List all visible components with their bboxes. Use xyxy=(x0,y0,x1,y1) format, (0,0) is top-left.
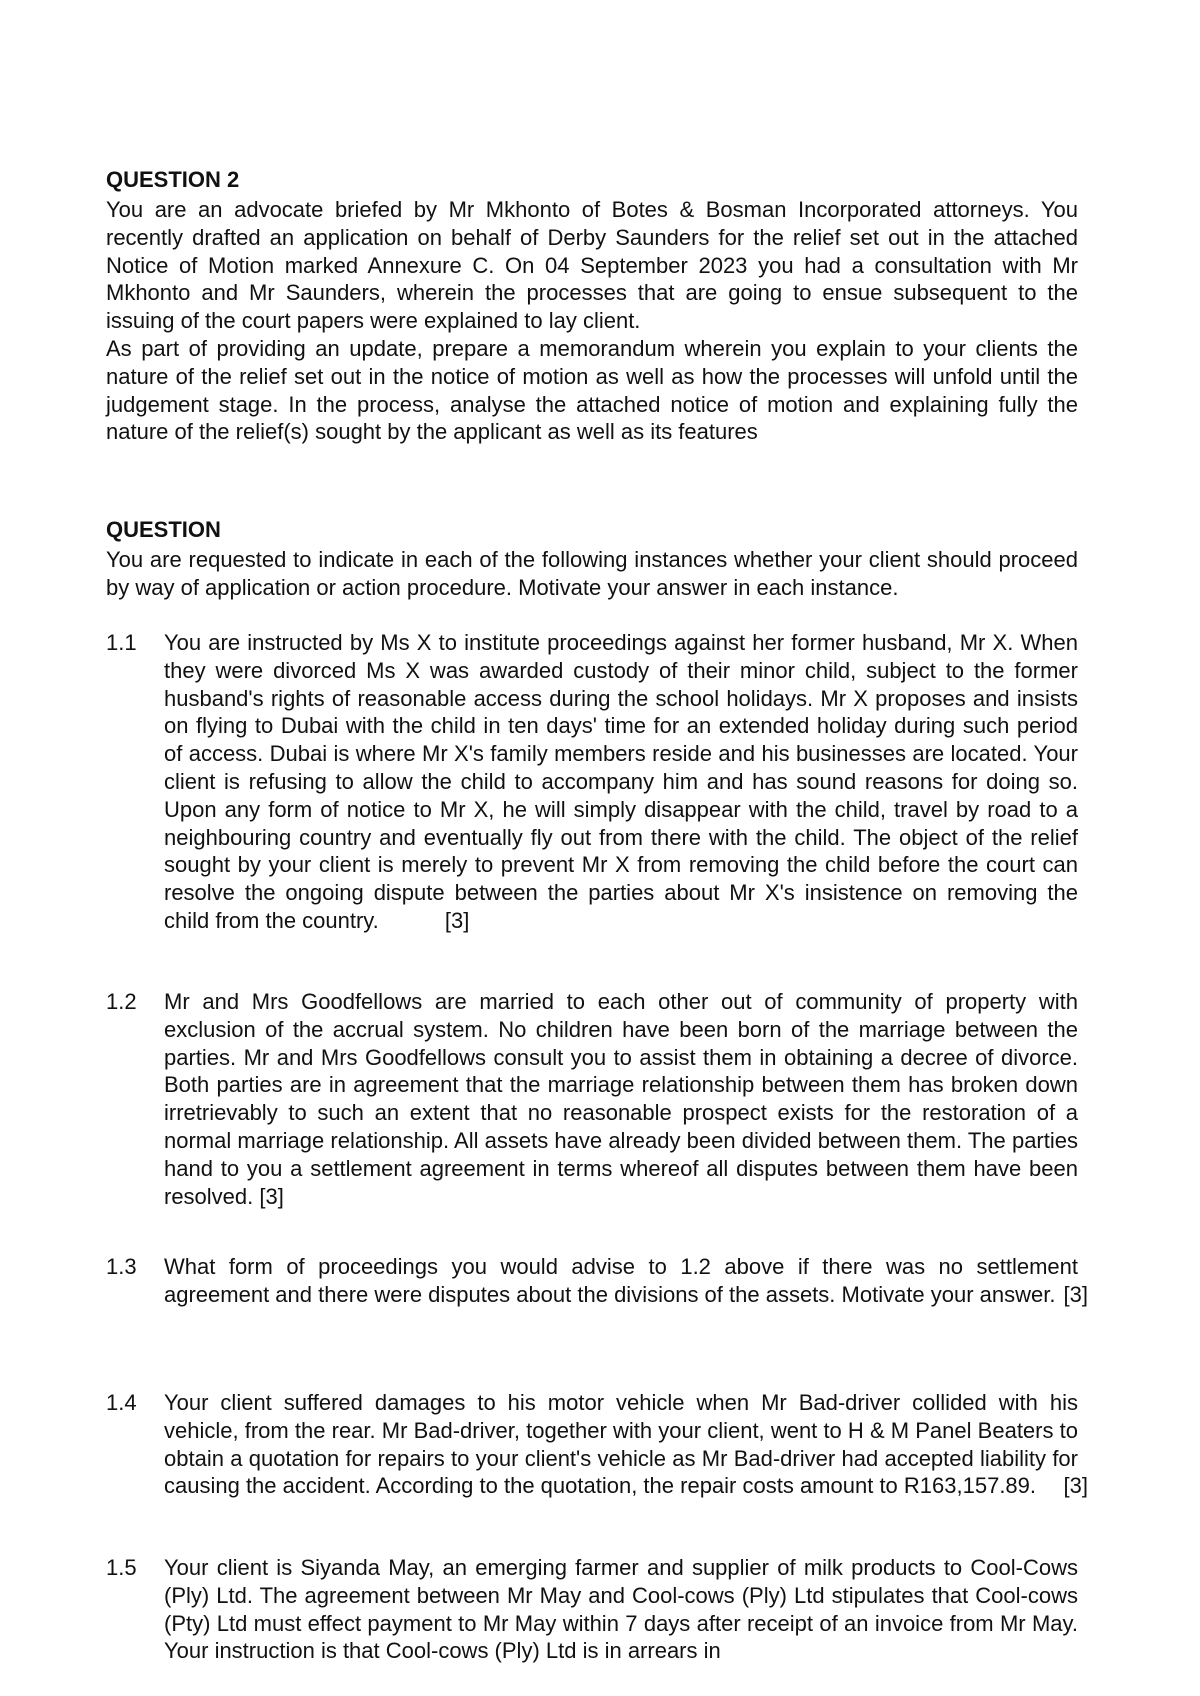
item-text xyxy=(164,629,1078,935)
question-2-heading: QUESTION 2 xyxy=(106,167,240,192)
question-intro: You are requested to indicate in each of the following instances whether your client should proceed by way of application or action procedure. Motivate your answer in each instance. xyxy=(106,547,1078,600)
question-2-paragraph-1: You are an advocate briefed by Mr Mkhonto of Botes & Bosman Incorporated attorneys. You recently drafted an application on behalf of Derby Saunders for the relief set out in the attached Notice of Motion marked Annexure C. On 04 September 2023 you had a consultation with Mr Mkhonto and Mr Saunders, wherein the processes that are going to ensue subsequent to the issuing of the court papers were explained to lay client. xyxy=(106,197,1078,334)
item-text-content: Mr and Mrs Goodfellows are married to each other out of community of property with exclusion of the accrual system. No children have been born of the marriage between the parties. Mr and Mrs Goodfellows consult you to assist them in obtaining a decree of divorce. Both parties are in agreement that the marriage relationship between them has broken down irretrievably to such an extent that no reasonable prospect exists for the restoration of a normal marriage relationship. All assets have already been divided between them. The parties hand to you a settlement agreement in terms whereof all disputes between them have been resolved. xyxy=(164,989,1078,1209)
item-number: 1.4 xyxy=(106,1390,137,1415)
item-text xyxy=(164,988,1078,1210)
item-mark: [3] xyxy=(444,907,470,933)
item-text xyxy=(164,1389,1088,1500)
item-text-content: Your client is Siyanda May, an emerging farmer and supplier of milk products to Cool-Cows (Ply) Ltd. The agreement between Mr May and Cool-cows (Ply) Ltd stipulates that Cool-cows (Pty) Ltd must effect payment to Mr May within 7 days after receipt of an invoice from Mr May. Your instruction is that Cool-cows (Ply) Ltd is in arrears in xyxy=(164,1555,1078,1664)
item-text-content: You are instructed by Ms X to institute proceedings against her former husband, Mr X. When they were divorced Ms X was awarded custody of their minor child, subject to the former husband's rights of reasonable access during the school holidays. Mr X proposes and insists on flying to Dubai with the child in ten days' time for an extended holiday during such period of access. Dubai is where Mr X's family members reside and his businesses are located. Your client is refusing to allow the child to accompany him and has sound reasons for doing so. Upon any form of notice to Mr X, he will simply disappear with the child, travel by road to a neighbouring country and eventually fly out from there with the child. The object of the relief sought by your client is merely to prevent Mr X from removing the child before the court can resolve the ongoing dispute between the parties about Mr X's insistence on removing the child from the country. xyxy=(164,630,1078,933)
item-text xyxy=(164,1253,1088,1309)
item-text xyxy=(164,1554,1078,1665)
item-text-content: Your client suffered damages to his motor vehicle when Mr Bad-driver collided with his vehicle, from the rear. Mr Bad-driver, together with your client, went to H & M Panel Beaters to obtain a quotation for repairs to your client's vehicle as Mr Bad-driver had accepted liability for causing the accident. According to the quotation, the repair costs amount to R163,157.89. xyxy=(164,1390,1078,1499)
item-text-content: What form of proceedings you would advise to 1.2 above if there was no settlement agreement and there were disputes about the divisions of the assets. Motivate your answer. xyxy=(164,1254,1078,1307)
item-mark: [3] xyxy=(259,1183,284,1209)
item-number: 1.5 xyxy=(106,1555,137,1580)
item-number: 1.2 xyxy=(106,989,137,1014)
item-number: 1.3 xyxy=(106,1254,137,1279)
item-number: 1.1 xyxy=(106,630,137,655)
question-2-paragraph-2: As part of providing an update, prepare a memorandum wherein you explain to your clients the nature of the relief set out in the notice of motion as well as how the processes will unfold until the judgement stage. In the process, analyse the attached notice of motion and explaining fully the nature of the relief(s) sought by the applicant as well as its features xyxy=(106,336,1078,445)
question-heading: QUESTION xyxy=(106,517,221,542)
item-mark: [3] xyxy=(1063,1281,1088,1307)
item-mark: [3] xyxy=(1063,1473,1088,1499)
